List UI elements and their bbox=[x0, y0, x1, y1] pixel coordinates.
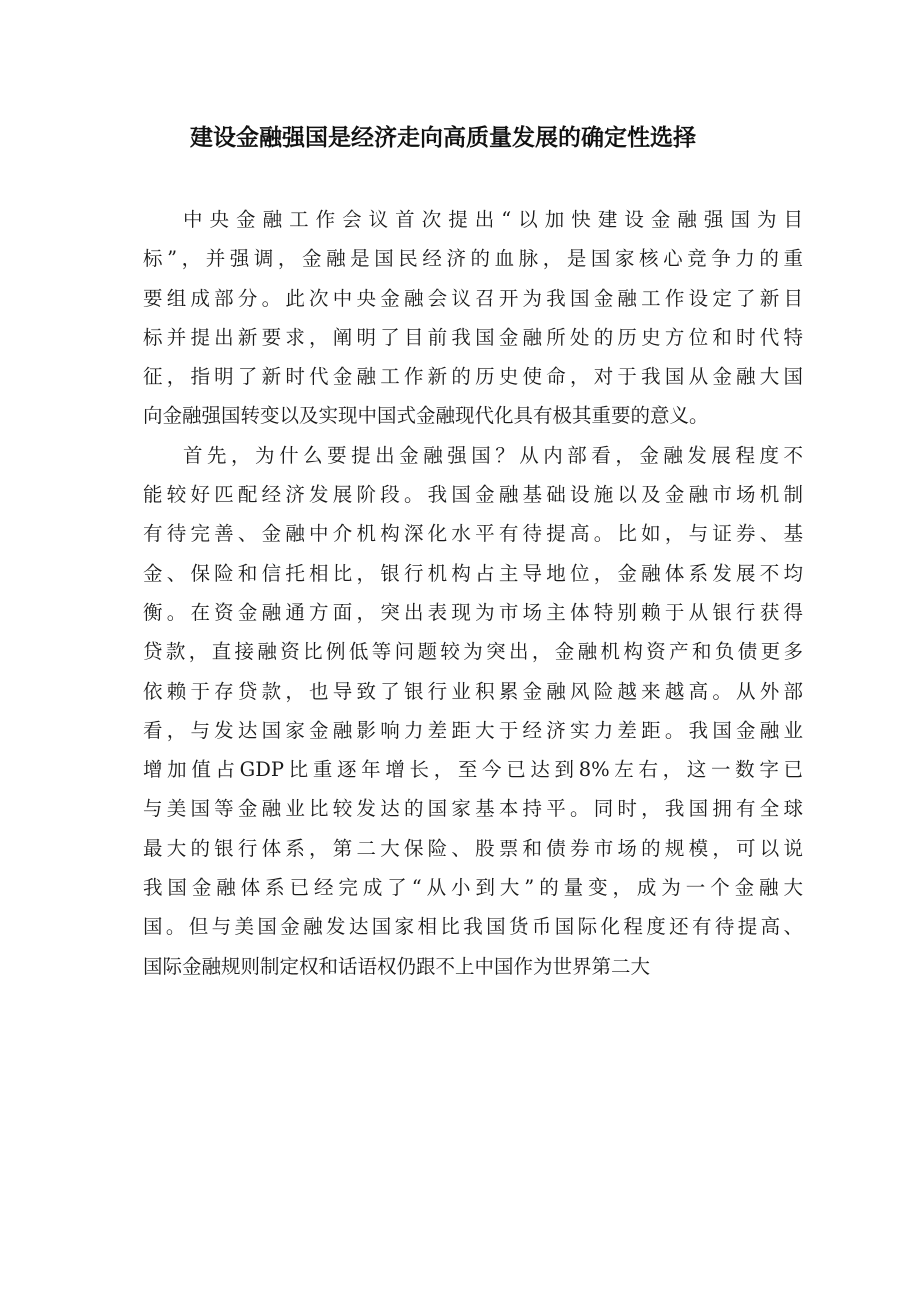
paragraph-2-line-9: 增加值占GDP比重逐年增长，至今已达到8%左右，这一数字已 bbox=[143, 758, 803, 782]
paragraph-2-line-14: 国际金融规则制定权和话语权仍跟不上中国作为世界第二大 bbox=[143, 954, 651, 978]
paragraph-1-line-1: 中央金融工作会议首次提出“以加快建设金融强国为目 bbox=[183, 208, 803, 231]
paragraph-2-line-11: 最大的银行体系，第二大保险、股票和债券市场的规模，可以说 bbox=[143, 836, 803, 860]
paragraph-1-line-6: 向金融强国转变以及实现中国式金融现代化具有极其重要的意义。 bbox=[143, 404, 709, 428]
paragraph-2-line-3: 有待完善、金融中介机构深化水平有待提高。比如，与证券、基 bbox=[143, 522, 803, 546]
paragraph-2-line-1: 首先，为什么要提出金融强国？从内部看，金融发展程度不 bbox=[183, 443, 803, 467]
document-body bbox=[143, 200, 803, 986]
paragraph-1-line-5: 征，指明了新时代金融工作新的历史使命，对于我国从金融大国 bbox=[143, 365, 803, 389]
paragraph-2-line-10: 与美国等金融业比较发达的国家基本持平。同时，我国拥有全球 bbox=[143, 797, 803, 821]
paragraph-1-line-3: 要组成部分。此次中央金融会议召开为我国金融工作设定了新目 bbox=[143, 286, 803, 310]
paragraph-2-line-6: 贷款，直接融资比例低等问题较为突出，金融机构资产和负债更多 bbox=[143, 640, 803, 664]
paragraph-2-line-8: 看，与发达国家金融影响力差距大于经济实力差距。我国金融业 bbox=[143, 718, 803, 742]
paragraph-2-line-7: 依赖于存贷款，也导致了银行业积累金融风险越来越高。从外部 bbox=[143, 679, 803, 703]
document-title: 建设金融强国是经济走向高质量发展的确定性选择 bbox=[190, 125, 696, 151]
paragraph-2-line-13: 国。但与美国金融发达国家相比我国货币国际化程度还有待提高、 bbox=[143, 915, 803, 939]
paragraph-2-line-12: 我国金融体系已经完成了“从小到大”的量变，成为一个金融大 bbox=[143, 876, 803, 900]
paragraph-2-line-4: 金、保险和信托相比，银行机构占主导地位，金融体系发展不均 bbox=[143, 561, 803, 585]
paragraph-1-line-4: 标并提出新要求，阐明了目前我国金融所处的历史方位和时代特 bbox=[143, 325, 803, 349]
paragraph-1-line-2: 标”，并强调，金融是国民经济的血脉，是国家核心竞争力的重 bbox=[143, 247, 803, 271]
paragraph-2-line-5: 衡。在资金融通方面，突出表现为市场主体特别赖于从银行获得 bbox=[143, 600, 803, 624]
paragraph-2-line-2: 能较好匹配经济发展阶段。我国金融基础设施以及金融市场机制 bbox=[143, 483, 803, 507]
